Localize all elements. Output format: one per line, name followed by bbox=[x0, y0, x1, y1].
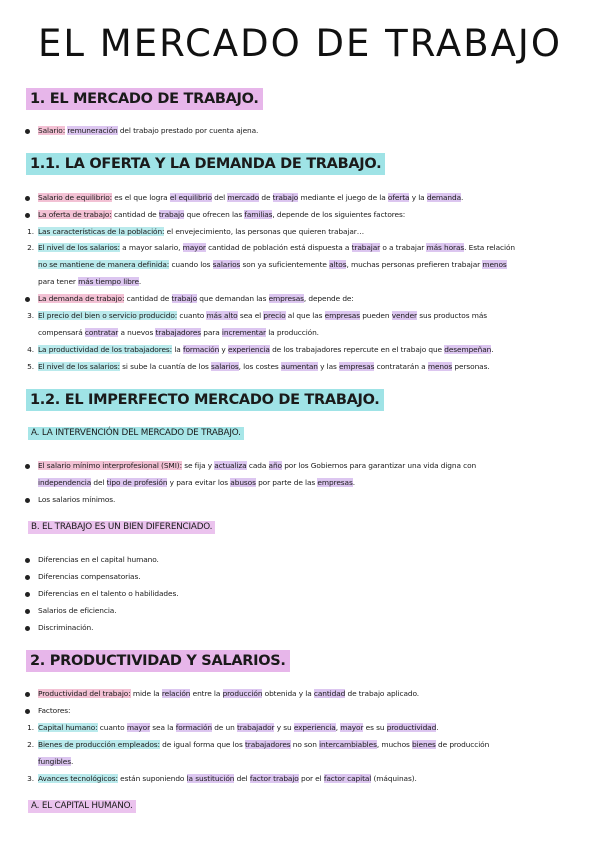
highlighted-term: Las características de la población: bbox=[38, 227, 165, 236]
text-segment: mide la bbox=[130, 689, 162, 698]
highlighted-term: salarios bbox=[211, 362, 239, 371]
text-segment: cada bbox=[246, 461, 269, 470]
text-segment: por el bbox=[298, 774, 324, 783]
text-segment: y la bbox=[409, 193, 427, 202]
subsection-heading-b: B. EL TRABAJO ES UN BIEN DIFERENCIADO. bbox=[28, 521, 215, 534]
highlighted-term: mayor bbox=[340, 723, 364, 732]
text-segment: compensará bbox=[38, 328, 85, 337]
highlighted-term: relación bbox=[161, 689, 191, 698]
list-item: Salarios de eficiencia. bbox=[38, 603, 578, 619]
highlighted-term: incrementar bbox=[221, 328, 266, 337]
text-segment: del trabajo prestado por cuenta ajena. bbox=[117, 126, 259, 135]
subsection-heading-a: A. LA INTERVENCIÓN DEL MERCADO DE TRABAJO. bbox=[28, 427, 244, 440]
list-item: 3. Avances tecnológicos: están suponiendo la sustitución del factor trabajo por el factor capital (máquinas). bbox=[27, 774, 417, 783]
text-segment: de un bbox=[211, 723, 237, 732]
highlighted-term: bienes bbox=[412, 740, 436, 749]
list-item: 4. La productividad de los trabajadores: la formación y experiencia de los trabajadores repercute en el trabajo que desempeñan. bbox=[27, 345, 494, 354]
highlighted-term: más tiempo libre bbox=[78, 277, 139, 286]
highlighted-term: factor trabajo bbox=[249, 774, 299, 783]
highlighted-term: factor capital bbox=[323, 774, 372, 783]
highlighted-term: La oferta de trabajo: bbox=[38, 210, 112, 219]
highlighted-term: remuneración bbox=[67, 126, 118, 135]
highlighted-term: productividad bbox=[386, 723, 437, 732]
list-item: Diferencias en el capital humano. bbox=[38, 552, 578, 568]
highlighted-term: mayor bbox=[126, 723, 151, 732]
highlighted-term: La productividad de los trabajadores: bbox=[38, 345, 173, 354]
text-segment: cuando los bbox=[169, 260, 213, 269]
text-segment: . bbox=[352, 478, 355, 487]
list-item: 2. El nivel de los salarios: a mayor salario, mayor cantidad de población está dispuesta a trabajar o a trabajar más horas. Esta relación bbox=[27, 243, 515, 252]
text-segment: están suponiendo bbox=[117, 774, 187, 783]
text-segment: cuanto bbox=[177, 311, 207, 320]
list-item: Diferencias compensatorias. bbox=[38, 569, 578, 585]
highlighted-term: familias bbox=[244, 210, 273, 219]
list-item bbox=[38, 274, 578, 290]
highlighted-term: Productividad del trabajo: bbox=[38, 689, 131, 698]
text-segment: . bbox=[436, 723, 439, 732]
text-segment: para tener bbox=[38, 277, 79, 286]
section-heading-1-1: 1.1. LA OFERTA Y LA DEMANDA DE TRABAJO. bbox=[26, 153, 385, 175]
highlighted-term: El nivel de los salarios: bbox=[38, 362, 120, 371]
text-segment: cantidad de población está dispuesta a bbox=[205, 243, 352, 252]
list-item: 1. Capital humano: cuanto mayor sea la formación de un trabajador y su experiencia, mayor es su productividad. bbox=[27, 723, 439, 732]
highlighted-term: fungibles bbox=[38, 757, 71, 766]
text-segment: del bbox=[91, 478, 107, 487]
highlighted-term: mercado bbox=[227, 193, 260, 202]
highlighted-term: menos bbox=[482, 260, 507, 269]
highlighted-term: trabajador bbox=[236, 723, 275, 732]
text-segment: la producción. bbox=[265, 328, 319, 337]
highlighted-term: Bienes de producción empleados: bbox=[38, 740, 160, 749]
highlighted-term: abusos bbox=[230, 478, 256, 487]
highlighted-term: más alto bbox=[206, 311, 238, 320]
highlighted-term: tipo de profesión bbox=[106, 478, 168, 487]
highlighted-term: empresas bbox=[324, 311, 360, 320]
text-segment: es su bbox=[363, 723, 387, 732]
highlighted-term: empresas bbox=[268, 294, 304, 303]
list-item: 2. Bienes de producción empleados: de igual forma que los trabajadores no son intercambiables, muchos bienes de producción bbox=[27, 740, 490, 749]
text-segment: , bbox=[178, 243, 183, 252]
text-segment: que ofrecen las bbox=[184, 210, 245, 219]
text-segment: obtenida y la bbox=[262, 689, 314, 698]
list-item bbox=[38, 257, 578, 273]
text-segment: mayor salario bbox=[128, 243, 179, 252]
highlighted-term: El nivel de los salarios: bbox=[38, 243, 120, 252]
highlighted-term: experiencia bbox=[293, 723, 336, 732]
text-segment: de los trabajadores repercute en el trabajo que bbox=[269, 345, 445, 354]
text-segment: sea la bbox=[150, 723, 176, 732]
text-segment: a bbox=[119, 243, 129, 252]
list-item bbox=[38, 686, 578, 702]
highlighted-term: el equilibrio bbox=[169, 193, 212, 202]
text-segment: pueden bbox=[359, 311, 392, 320]
section-heading-1-2: 1.2. EL IMPERFECTO MERCADO DE TRABAJO. bbox=[26, 389, 384, 411]
list-item: Los salarios mínimos. bbox=[38, 492, 578, 508]
highlighted-term: trabajar bbox=[351, 243, 381, 252]
text-segment: es el que logra bbox=[112, 193, 170, 202]
highlighted-term: altos bbox=[329, 260, 347, 269]
list-item bbox=[38, 291, 578, 307]
text-segment: . bbox=[461, 193, 464, 202]
highlighted-term: actualiza bbox=[214, 461, 247, 470]
list-item: 1. Las características de la población: el envejecimiento, las personas que quieren trabajar… bbox=[27, 227, 365, 236]
text-segment: de igual forma que los bbox=[159, 740, 245, 749]
highlighted-term: trabajo bbox=[272, 193, 299, 202]
text-segment: cuanto bbox=[97, 723, 127, 732]
highlighted-term: más horas bbox=[426, 243, 465, 252]
text-segment: o a trabajar bbox=[380, 243, 427, 252]
text-segment: cantidad de bbox=[111, 210, 159, 219]
list-item bbox=[38, 123, 578, 139]
highlighted-term: trabajadores bbox=[244, 740, 291, 749]
text-segment: la bbox=[172, 345, 183, 354]
highlighted-term: Salario: bbox=[38, 126, 66, 135]
highlighted-term: formación bbox=[175, 723, 212, 732]
text-segment: que demandan las bbox=[197, 294, 269, 303]
highlighted-term: menos bbox=[427, 362, 453, 371]
section-heading-1: 1. EL MERCADO DE TRABAJO. bbox=[26, 88, 263, 110]
text-segment: por parte de las bbox=[255, 478, 318, 487]
text-segment: , depende de los siguientes factores: bbox=[272, 210, 406, 219]
text-segment: sea el bbox=[237, 311, 264, 320]
highlighted-term: intercambiables bbox=[319, 740, 377, 749]
highlighted-term: El salario mínimo interprofesional (SMI): bbox=[38, 461, 182, 470]
text-segment: , muchas personas prefieren trabajar bbox=[346, 260, 483, 269]
highlighted-term: no se mantiene de manera definida: bbox=[38, 260, 170, 269]
highlighted-term: El precio del bien o servicio producido: bbox=[38, 311, 178, 320]
highlighted-term: salarios bbox=[212, 260, 241, 269]
text-segment: sus productos más bbox=[417, 311, 488, 320]
list-item: Diferencias en el talento o habilidades. bbox=[38, 586, 578, 602]
highlighted-term: contratar bbox=[84, 328, 119, 337]
text-segment: personas. bbox=[452, 362, 490, 371]
text-segment: . Esta relación bbox=[464, 243, 515, 252]
text-segment: . bbox=[138, 277, 142, 286]
list-item: 5. El nivel de los salarios: si sube la cuantía de los salarios, los costes aumentan y las empresas contratarán a menos personas. bbox=[27, 362, 490, 371]
text-segment: para bbox=[201, 328, 222, 337]
text-segment: y las bbox=[317, 362, 340, 371]
text-segment: y bbox=[219, 345, 228, 354]
text-segment: , muchos bbox=[376, 740, 412, 749]
list-item bbox=[38, 190, 578, 206]
text-segment: son ya suficientemente bbox=[240, 260, 330, 269]
highlighted-term: año bbox=[268, 461, 282, 470]
text-segment: y su bbox=[274, 723, 294, 732]
text-segment: , bbox=[335, 723, 341, 732]
list-item bbox=[38, 325, 578, 341]
text-segment: . bbox=[491, 345, 494, 354]
page-title: EL MERCADO DE TRABAJO bbox=[38, 22, 562, 65]
list-item bbox=[38, 207, 578, 223]
highlighted-term: cantidad bbox=[313, 689, 346, 698]
highlighted-term: oferta bbox=[387, 193, 410, 202]
highlighted-term: desempeñan bbox=[444, 345, 492, 354]
text-segment: por los Gobiernos para garantizar una vida digna con bbox=[281, 461, 477, 470]
text-segment: el envejecimiento, las personas que quieren trabajar… bbox=[164, 227, 365, 236]
text-segment: a nuevos bbox=[118, 328, 156, 337]
text-segment: de trabajo aplicado. bbox=[345, 689, 420, 698]
highlighted-term: independencia bbox=[38, 478, 92, 487]
highlighted-term: trabajo bbox=[171, 294, 198, 303]
text-segment: no son bbox=[290, 740, 320, 749]
highlighted-term: Capital humano: bbox=[38, 723, 98, 732]
text-segment: del bbox=[234, 774, 250, 783]
text-segment: si sube la cuantía de los bbox=[119, 362, 212, 371]
text-segment: cantidad de bbox=[124, 294, 172, 303]
text-segment: de bbox=[259, 193, 273, 202]
highlighted-term: empresas bbox=[339, 362, 375, 371]
highlighted-term: mayor bbox=[182, 243, 206, 252]
highlighted-term: precio bbox=[263, 311, 286, 320]
highlighted-term: formación bbox=[182, 345, 220, 354]
highlighted-term: producción bbox=[222, 689, 263, 698]
text-segment: al que las bbox=[285, 311, 325, 320]
text-segment: (máquinas). bbox=[371, 774, 417, 783]
highlighted-term: aumentan bbox=[280, 362, 318, 371]
list-item: 3. El precio del bien o servicio producido: cuanto más alto sea el precio al que las empresas pueden vender sus productos más bbox=[27, 311, 488, 320]
list-item: Factores: bbox=[38, 703, 578, 719]
highlighted-term: demanda bbox=[426, 193, 462, 202]
text-segment: , depende de: bbox=[303, 294, 354, 303]
subsection-heading-capital: A. EL CAPITAL HUMANO. bbox=[28, 800, 136, 813]
text-segment: mediante el juego de la bbox=[298, 193, 388, 202]
list-item: Discriminación. bbox=[38, 620, 578, 636]
text-segment: se fija y bbox=[181, 461, 215, 470]
highlighted-term: la sustitución bbox=[186, 774, 235, 783]
highlighted-term: trabajo bbox=[158, 210, 185, 219]
highlighted-term: Avances tecnológicos: bbox=[38, 774, 118, 783]
text-segment: contratarán a bbox=[374, 362, 428, 371]
highlighted-term: trabajadores bbox=[155, 328, 202, 337]
highlighted-term: vender bbox=[391, 311, 417, 320]
text-segment: de producción bbox=[435, 740, 490, 749]
text-segment: entre la bbox=[190, 689, 223, 698]
text-segment: , los costes bbox=[238, 362, 281, 371]
text-segment: y para evitar los bbox=[167, 478, 231, 487]
list-item bbox=[38, 458, 578, 474]
section-heading-2: 2. PRODUCTIVIDAD Y SALARIOS. bbox=[26, 650, 290, 672]
list-item bbox=[38, 475, 578, 491]
highlighted-term: La demanda de trabajo: bbox=[38, 294, 125, 303]
highlighted-term: empresas bbox=[317, 478, 353, 487]
text-segment: del bbox=[211, 193, 228, 202]
list-item bbox=[38, 754, 578, 770]
highlighted-term: experiencia bbox=[227, 345, 270, 354]
text-segment: . bbox=[70, 757, 74, 766]
highlighted-term: Salario de equilibrio: bbox=[38, 193, 113, 202]
